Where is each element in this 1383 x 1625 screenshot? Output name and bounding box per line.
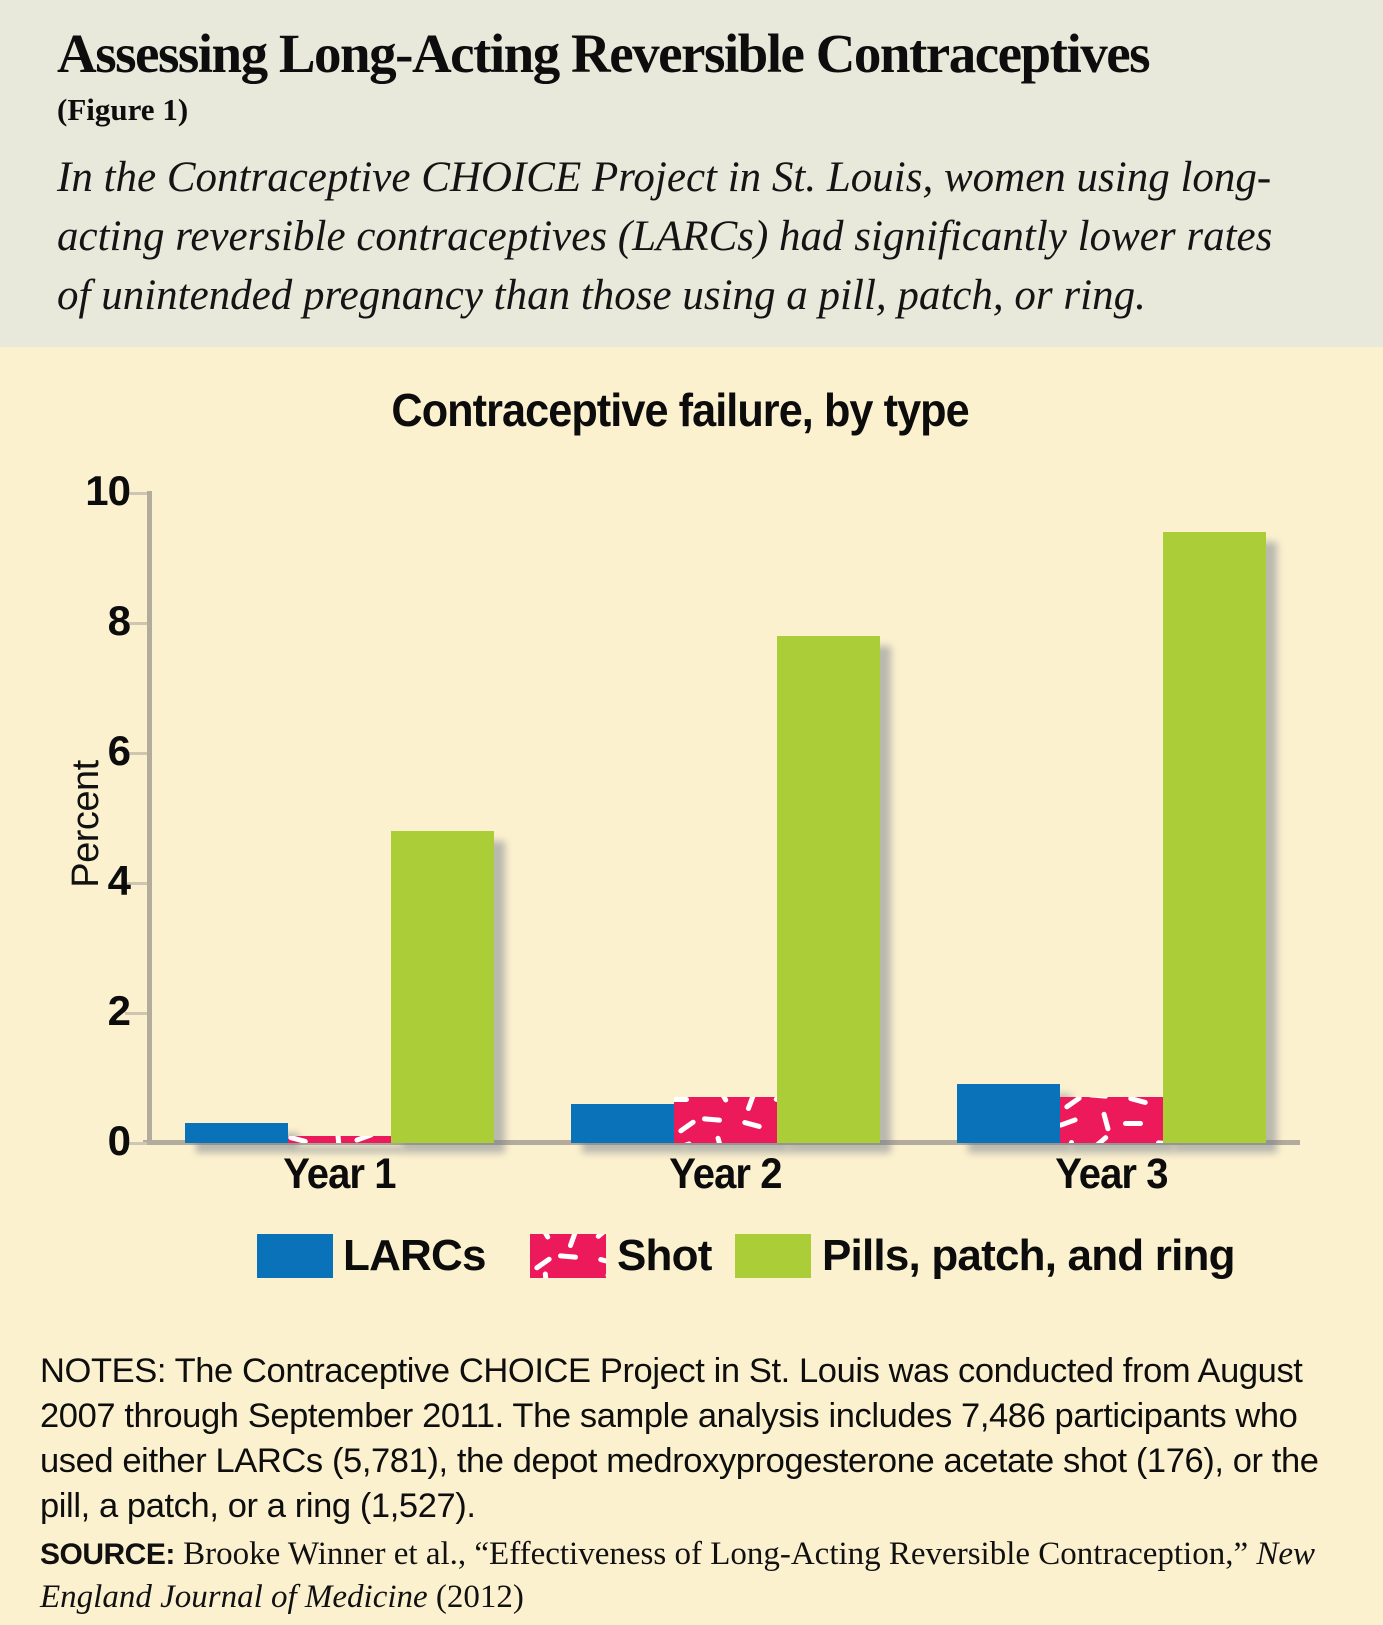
y-tick-label: 0 (107, 1117, 130, 1164)
legend-swatch-larcs (257, 1234, 333, 1278)
legend-swatch-shot (530, 1234, 606, 1278)
pattern-dash (674, 1141, 692, 1143)
pattern-dash (537, 1234, 551, 1240)
bar-larcs (957, 1084, 1060, 1143)
pattern-dash (335, 1136, 342, 1143)
pattern-dash (533, 1256, 552, 1272)
pattern-dash (1063, 1139, 1075, 1143)
pattern-dash (558, 1253, 578, 1260)
bar-shot (674, 1097, 777, 1143)
x-axis-label: Year 1 (283, 1150, 396, 1198)
x-axis-label: Year 2 (669, 1150, 782, 1198)
legend-label: Shot (617, 1231, 712, 1280)
y-tick-label: 6 (107, 727, 130, 774)
pattern-dash (1123, 1121, 1143, 1126)
chart-section (0, 347, 1383, 1625)
source-year: (2012) (427, 1579, 524, 1615)
pattern-dash (715, 1097, 729, 1103)
pattern-dash (1088, 1097, 1108, 1099)
pattern-dash (742, 1119, 763, 1129)
legend-label: LARCs (343, 1231, 486, 1280)
notes-text: NOTES: The Contraceptive CHOICE Project in St. Louis was conducted from August 2007 through September 2011. The sample analysis includes 7,486 participants who used either LARCs (5,781), the depot medroxyprogesterone acetate shot (176), or the pill, a patch, or a ring (1,527). (40, 1352, 1319, 1525)
y-tick-label: 2 (107, 987, 130, 1034)
source-text (40, 1533, 1350, 1619)
pattern-dash (1101, 1111, 1111, 1132)
pattern-dash (1128, 1097, 1149, 1106)
bar-larcs (185, 1123, 288, 1143)
pattern-dash (543, 1271, 550, 1278)
pattern-dash (567, 1234, 579, 1249)
bar-pills-patch-and-ring (391, 831, 494, 1143)
source-label: SOURCE: (40, 1538, 175, 1571)
pattern-dash (1156, 1140, 1163, 1143)
bar-larcs (571, 1104, 674, 1143)
y-axis-line (147, 491, 152, 1145)
bar-pills-patch-and-ring (777, 636, 880, 1143)
pattern-dash (354, 1136, 375, 1143)
pattern-dash (715, 1135, 725, 1143)
y-tick-label: 8 (107, 597, 130, 644)
chart-title: Contraceptive failure, by type (391, 384, 969, 436)
pattern-dash (598, 1256, 606, 1266)
x-axis-label: Year 3 (1055, 1150, 1168, 1198)
legend-swatch-pills-patch-and-ring (735, 1234, 811, 1278)
pattern-dash (595, 1234, 606, 1240)
y-axis-title: Percent (65, 760, 107, 888)
pattern-dash (677, 1119, 696, 1135)
source-citation: Brooke Winner et al., “Effectiveness of Long-Acting Reversible Contraception,” (174, 1536, 1257, 1572)
page-title: Assessing Long-Acting Reversible Contraceptives (57, 23, 1150, 84)
bar-shot (1060, 1097, 1163, 1143)
pattern-dash (674, 1097, 689, 1102)
figure-label: (Figure 1) (57, 92, 189, 127)
y-tick-label: 10 (85, 467, 130, 514)
pattern-dash (1091, 1134, 1110, 1143)
journal-name: New England Journal of Medicine (40, 1536, 1316, 1615)
header-band (0, 0, 1383, 347)
pattern-dash (288, 1136, 308, 1143)
pattern-dash (1063, 1097, 1082, 1110)
y-tick-label: 4 (107, 857, 130, 904)
bar-pills-patch-and-ring (1163, 532, 1266, 1143)
bar-shot (288, 1136, 391, 1143)
pattern-dash (745, 1097, 757, 1112)
legend-label: Pills, patch, and ring (822, 1231, 1235, 1280)
pattern-dash (605, 1272, 606, 1278)
pattern-dash (702, 1116, 722, 1123)
pattern-dash (1060, 1117, 1078, 1129)
figure-subtitle: In the Contraceptive CHOICE Project in St. Louis, women using long-acting reversible contraceptives (LARCs) had significantly lower rates of unintended pregnancy than those using a pill, patch, or ring. (57, 154, 1273, 319)
